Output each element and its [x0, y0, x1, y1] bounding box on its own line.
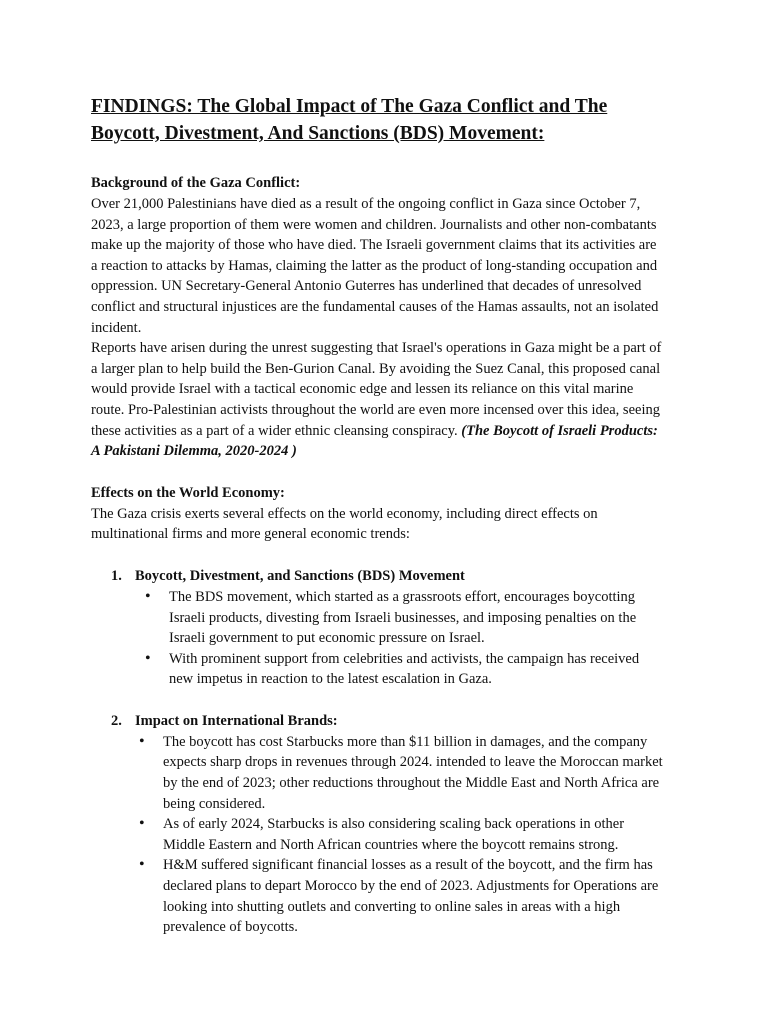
bullet-item: • H&M suffered significant financial losses as a result of the boycott, and the firm has declared plans to depart Morocco by the end of 2023. Adjustments for Operations are looking into shutting outlets and converting to online sales in areas with a high prevalence of boycotts. — [139, 855, 666, 937]
background-paragraph-2-text: Reports have arisen during the unrest suggesting that Israel's operations in Gaza might be a part of a larger plan to help build the Ben-Gurion Canal. By avoiding the Suez Canal, this proposed canal would provide Israel with a tactical economic edge and lessen its reliance on this vital marine route. Pro-Palestinian activists throughout the world are even more incensed over this idea, seeing these activities as a part of a wider ethnic cleansing conspiracy. — [91, 340, 662, 439]
bullet-item: • With prominent support from celebrities and activists, the campaign has received new impetus in reaction to the latest escalation in Gaza. — [145, 649, 666, 690]
list-item — [91, 711, 666, 938]
list-item-title: Boycott, Divestment, and Sanctions (BDS) Movement — [135, 567, 465, 584]
document-page — [91, 93, 666, 938]
bullet-list — [91, 732, 666, 938]
list-item-gap — [91, 690, 666, 711]
citation: (The Boycott of Israeli Products: A Pakistani Dilemma, 2020-2024 ) — [91, 422, 658, 460]
economy-intro: The Gaza crisis exerts several effects on the world economy, including direct effects on multinational firms and more general economic trends: — [91, 505, 598, 543]
document-title: FINDINGS: The Global Impact of The Gaza Conflict and The Boycott, Divestment, And Sanctions (BDS) Movement: — [91, 96, 608, 144]
list-item-title: Impact on International Brands: — [135, 712, 338, 729]
list-item-heading — [111, 711, 666, 732]
list-item-number: 1. — [111, 567, 122, 584]
list-item-heading — [111, 566, 666, 587]
bullet-item: • As of early 2024, Starbucks is also considering scaling back operations in other Middle Eastern and North African countries where the boycott remains strong. — [139, 814, 666, 855]
background-paragraph-2 — [91, 338, 666, 462]
list-item-number: 2. — [111, 712, 122, 729]
findings-list — [91, 566, 666, 938]
bullet-list — [91, 587, 666, 690]
background-paragraph-1: Over 21,000 Palestinians have died as a result of the ongoing conflict in Gaza since October 7, 2023, a large proportion of them were women and children. Journalists and other non-combatants make up the majority of those who have died. The Israeli government claims that its activities are a reaction to attacks by Hamas, claiming the latter as the product of long-standing occupation and oppression. UN Secretary-General Antonio Guterres has underlined that decades of unresolved conflict and structural injustices are the fundamental causes of the Hamas assaults, not an isolated incident. — [91, 196, 659, 336]
background-heading: Background of the Gaza Conflict: — [91, 175, 301, 191]
bullet-item: • The boycott has cost Starbucks more than $11 billion in damages, and the company expects sharp drops in revenues through 2024. intended to leave the Moroccan market by the end of 2023; other reductions throughout the Middle East and North Africa are being considered. — [139, 732, 666, 814]
economy-heading: Effects on the World Economy: — [91, 484, 285, 501]
bullet-item: • The BDS movement, which started as a grassroots effort, encourages boycotting Israeli products, divesting from Israeli businesses, and imposing penalties on the Israeli government to put economic pressure on Israel. — [145, 587, 666, 649]
background-section — [91, 173, 666, 462]
economy-section — [91, 483, 666, 938]
list-item — [91, 566, 666, 690]
